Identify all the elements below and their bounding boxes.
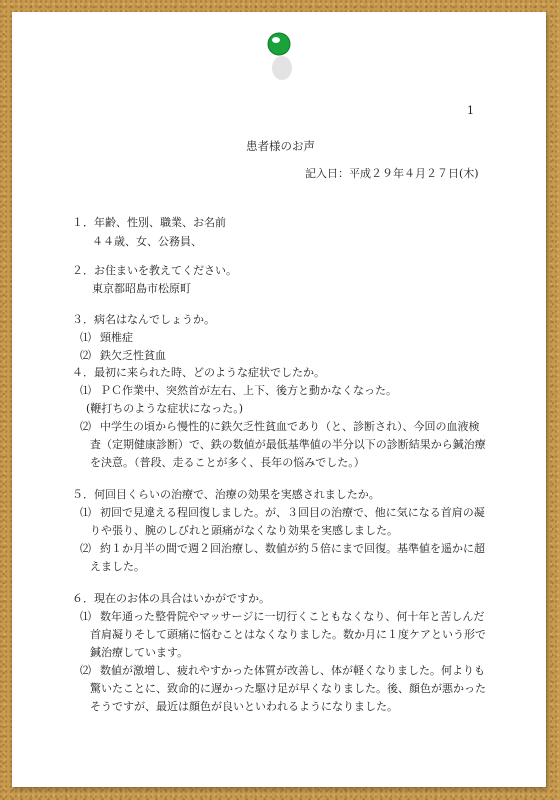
answer-5-item-1-line-2: りや張り、腕のしびれと頭痛がなくなり効果を実感しました。 <box>90 524 398 537</box>
question-6: ６．現在のお体の具合はいかがですか。 <box>72 592 270 605</box>
item-number: ⑵ <box>80 542 91 555</box>
page-number: 1 <box>467 104 474 117</box>
push-pin-icon <box>262 28 296 84</box>
answer-5-item-2-line-1: 約１か月半の間で週２回治療し、数値が約５倍にまで回復。基準値を遥かに超 <box>100 542 485 555</box>
item-number: ⑴ <box>80 331 91 344</box>
answer-4-item-1-line-1: ＰＣ作業中、突然首が左右、上下、後方と動かなくなった。 <box>100 384 397 397</box>
question-1: １．年齢、性別、職業、お名前 <box>72 216 226 229</box>
item-number: ⑴ <box>80 384 91 397</box>
answer-6-item-2-line-3: そうですが、最近は顔色が良いといわれるようになりました。 <box>90 700 398 713</box>
item-number: ⑵ <box>80 349 91 362</box>
answer-4-item-2-line-3: を決意。（普段、走ることが多く、長年の悩みでした。） <box>90 456 365 469</box>
answer-6-item-1-line-1: 数年通った整骨院やマッサージに一切行くこともなくなり、何十年と苦しんだ <box>100 610 485 623</box>
question-4: ４．最初に来られた時、どのような症状でしたか。 <box>72 366 325 379</box>
answer-4-item-2-line-2: 査（定期健康診断）で、鉄の数値が最低基準値の半分以下の診断結果から鍼治療 <box>90 438 486 451</box>
question-5: ５．何回目くらいの治療で、治療の効果を実感されましたか。 <box>72 488 380 501</box>
question-3: ３．病名はなんでしょうか。 <box>72 313 215 326</box>
item-number: ⑵ <box>80 420 91 433</box>
entry-date: 記入日：平成２９年４月２７日(木) <box>305 167 479 180</box>
answer-4-item-2-line-1: 中学生の頃から慢性的に鉄欠乏性貧血であり（と、診断され）、今回の血液検 <box>100 420 480 433</box>
page-title: 患者様のお声 <box>246 139 315 153</box>
answer-6-item-1-line-3: 鍼治療しています。 <box>90 646 189 659</box>
item-number: ⑵ <box>80 664 91 677</box>
answer-3-item-1: 頸椎症 <box>100 331 133 344</box>
answer-4-item-1-line-2: (鞭打ちのような症状になった。) <box>86 402 244 415</box>
answer-1: ４４歳、女、公務員、 <box>92 235 202 248</box>
answer-6-item-2-line-1: 数値が激増し、疲れやすかった体質が改善し、体が軽くなりました。何よりも <box>100 664 485 677</box>
answer-3-item-2: 鉄欠乏性貧血 <box>100 349 166 362</box>
item-number: ⑴ <box>80 610 91 623</box>
answer-2: 東京都昭島市松原町 <box>92 282 191 295</box>
answer-6-item-2-line-2: 驚いたことに、致命的に遅かった駆け足が早くなりました。後、顔色が悪かった <box>90 682 486 695</box>
answer-5-item-2-line-2: えました。 <box>90 560 145 573</box>
answer-6-item-1-line-2: 首肩凝りそして頭痛に悩むことはなくなりました。数か月に１度ケアという形で <box>90 628 486 641</box>
question-2: ２．お住まいを教えてください。 <box>72 264 237 277</box>
item-number: ⑴ <box>80 506 91 519</box>
answer-5-item-1-line-1: 初回で見違える程回復しました。が、３回目の治療で、他に気になる首肩の凝 <box>100 506 485 519</box>
